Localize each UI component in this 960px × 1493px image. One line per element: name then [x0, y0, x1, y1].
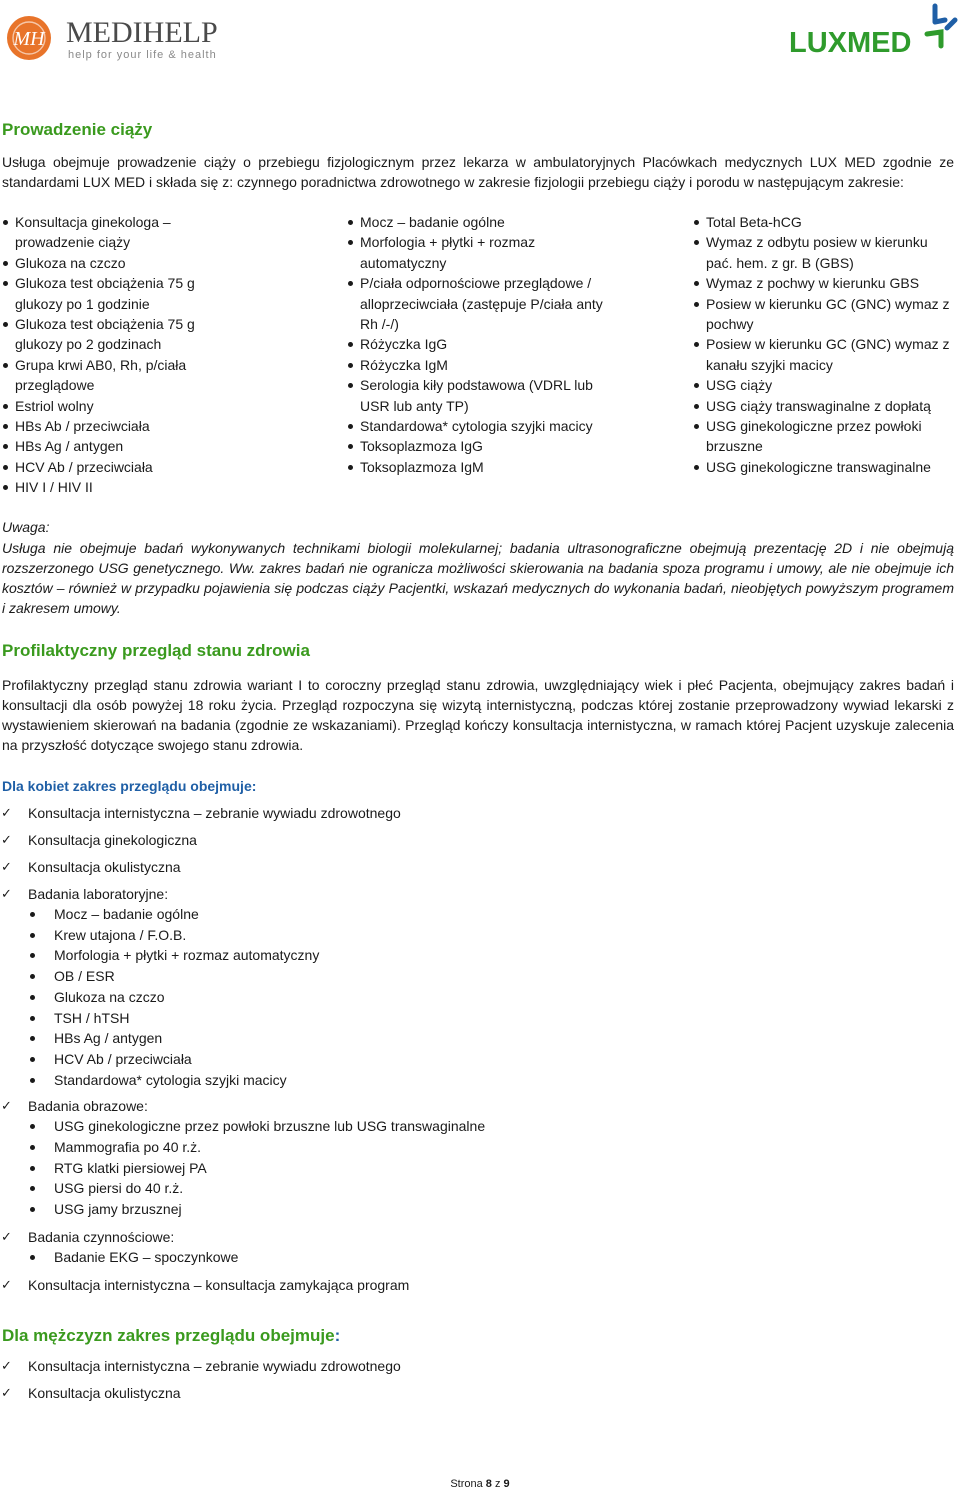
list-item: RTG klatki piersiowej PA [0, 1158, 700, 1179]
pregnancy-list-col3 [693, 212, 955, 477]
list-item: Morfologia + płytki + rozmaz automatyczny [0, 945, 700, 966]
list-item: HBs Ag / antygen [2, 436, 212, 456]
list-item: Konsultacja ginekologa – prowadzenie ciąży [2, 212, 212, 253]
list-item: Grupa krwi AB0, Rh, p/ciała przeglądowe [2, 355, 212, 396]
section-title-checkup: Profilaktyczny przegląd stanu zdrowia [2, 641, 310, 660]
list-item: Posiew w kierunku GC (GNC) wymaz z pochwy [693, 294, 955, 335]
list-item: Toksoplazmoza IgM [347, 457, 617, 477]
list-item: Standardowa* cytologia szyjki macicy [347, 416, 617, 436]
list-item: Badanie EKG – spoczynkowe [0, 1247, 700, 1268]
men-checklist [0, 1356, 700, 1403]
page-word: Strona [450, 1478, 483, 1490]
list-item: HCV Ab / przeciwciała [0, 1049, 700, 1070]
list-item: Toksoplazmoza IgG [347, 436, 617, 456]
check-icon: ✓ [1, 1385, 12, 1400]
men-scope-title: Dla mężczyzn zakres przeglądu obejmuje: [2, 1326, 341, 1345]
medihelp-tagline: help for your life & health [68, 49, 217, 61]
check-item: ✓ Konsultacja ginekologiczna [1, 832, 197, 848]
list-item: TSH / hTSH [0, 1008, 700, 1029]
luxmed-mark-icon [935, 6, 955, 28]
pregnancy-list-col2 [347, 212, 617, 477]
list-item: Glukoza na czczo [0, 987, 700, 1008]
check-item: ✓ Konsultacja okulistyczna [1, 859, 181, 875]
list-item: Mammografia po 40 r.ż. [0, 1137, 700, 1158]
check-icon: ✓ [1, 859, 12, 874]
note-text: Usługa nie obejmuje badań wykonywanych technikami biologii molekularnej; badania ultrasonograficzne obejmują prezentację 2D i nie obejmują rozszerzonego USG genetycznego. Ww. zakres badań nie ogranicza możliwości skierowania na badania spoza programu i umowy, ale nie obejmuje ich kosztów – również w przypadku pojawienia się podczas ciąży Pacjentki, wskazań medycznych do wykonania badań, nieobjętych powyższym programem i zakresem umowy. [2, 540, 954, 616]
medihelp-monogram: MH [13, 28, 45, 50]
note-label: Uwaga: [2, 519, 50, 535]
check-item: ✓ Konsultacja internistyczna – konsultacja zamykająca program [1, 1276, 410, 1293]
check-item: ✓ Badania laboratoryjne: [1, 886, 169, 902]
page-separator: z [494, 1478, 501, 1490]
list-item: Krew utajona / F.O.B. [0, 925, 700, 946]
list-item: Serologia kiły podstawowa (VDRL lub USR lub anty TP) [347, 375, 617, 416]
pregnancy-intro: Usługa obejmuje prowadzenie ciąży o przebiegu fizjologicznym przez lekarza w ambulatoryjnych Placówkach medycznych LUX MED zgodnie ze standardami LUX MED i składa się z: czynnego poradnictwa zdrowotnego w zakresie fizjologii przebiegu ciąży i porodu w następującym zakresie: [2, 154, 954, 190]
check-icon: ✓ [1, 1228, 12, 1244]
check-item: ✓ Konsultacja internistyczna – zebranie wywiadu zdrowotnego [1, 805, 401, 821]
luxmed-logo [785, 0, 960, 60]
imaging-tests-list [0, 1116, 700, 1220]
list-item: OB / ESR [0, 966, 700, 987]
page-header [0, 0, 960, 70]
list-item: USG piersi do 40 r.ż. [0, 1178, 700, 1199]
check-icon: ✓ [1, 805, 12, 820]
check-item: ✓ Konsultacja internistyczna – zebranie wywiadu zdrowotnego [1, 1358, 401, 1374]
medihelp-logo [4, 14, 244, 66]
list-item: USG ciąży transwaginalne z dopłatą [693, 396, 955, 416]
list-item: HCV Ab / przeciwciała [2, 457, 212, 477]
page-total: 9 [503, 1478, 510, 1490]
list-item: Estriol wolny [2, 396, 212, 416]
list-item: Glukoza na czczo [2, 253, 212, 273]
check-icon: ✓ [1, 832, 12, 847]
page-footer [0, 1478, 960, 1490]
luxmed-name: LUXMED [789, 27, 912, 59]
medihelp-name: MEDIHELP [66, 16, 218, 49]
check-icon: ✓ [1, 1358, 12, 1373]
list-item: Wymaz z odbytu posiew w kierunku pać. hem. z gr. B (GBS) [693, 232, 955, 273]
list-item: Różyczka IgG [347, 334, 617, 354]
section-title-pregnancy: Prowadzenie ciąży [2, 120, 153, 139]
list-item: Glukoza test obciążenia 75 g glukozy po 2 godzinach [2, 314, 212, 355]
check-item: ✓ Badania obrazowe: [1, 1098, 148, 1115]
list-item: USG ciąży [693, 375, 955, 395]
women-scope-title: Dla kobiet zakres przeglądu obejmuje: [2, 778, 257, 794]
list-item: USG jamy brzusznej [0, 1199, 700, 1220]
list-item: Standardowa* cytologia szyjki macicy [0, 1070, 700, 1091]
women-checklist [0, 803, 700, 1295]
check-item: ✓ Badania czynnościowe: [1, 1228, 175, 1245]
list-item: Mocz – badanie ogólne [0, 904, 700, 925]
list-item: Mocz – badanie ogólne [347, 212, 617, 232]
list-item: HIV I / HIV II [2, 477, 212, 497]
list-item: Wymaz z pochwy w kierunku GBS [693, 273, 955, 293]
checkup-intro: Profilaktyczny przegląd stanu zdrowia wariant I to coroczny przegląd stanu zdrowia, uwzględniający wiek i płeć Pacjenta, obejmujący zakres badań i konsultacji dla osób powyżej 18 roku życia. Przegląd rozpoczyna się wizytą internistyczną, podczas której zostanie przeprowadzony wywiad lekarski z wystawieniem skierowań na badania (zgodnie ze wskazaniami). Przegląd kończy konsultacja internistyczna, w ramach której Pacjent uzyskuje zalecenia na przyszłość dotyczące swojego stanu zdrowia. [2, 677, 954, 753]
list-item: Total Beta-hCG [693, 212, 955, 232]
list-item: P/ciała odpornościowe przeglądowe / alloprzeciwciała (zastępuje P/ciała anty Rh /-/) [347, 273, 617, 334]
list-item: Morfologia + płytki + rozmaz automatyczny [347, 232, 617, 273]
list-item: HBs Ab / przeciwciała [2, 416, 212, 436]
list-item: USG ginekologiczne przez powłoki brzuszne [693, 416, 955, 457]
lab-tests-list [0, 904, 700, 1090]
list-item: Różyczka IgM [347, 355, 617, 375]
pregnancy-list-col1 [2, 212, 212, 498]
check-item: ✓ Konsultacja okulistyczna [1, 1385, 181, 1401]
page-current: 8 [485, 1478, 492, 1490]
list-item: Posiew w kierunku GC (GNC) wymaz z kanału szyjki macicy [693, 334, 955, 375]
check-icon: ✓ [1, 886, 12, 901]
check-icon: ✓ [1, 1276, 12, 1292]
list-item: USG ginekologiczne transwaginalne [693, 457, 955, 477]
functional-tests-list [0, 1247, 700, 1268]
check-icon: ✓ [1, 1098, 12, 1114]
list-item: HBs Ag / antygen [0, 1028, 700, 1049]
list-item: Glukoza test obciążenia 75 g glukozy po 1 godzinie [2, 273, 212, 314]
list-item: USG ginekologiczne przez powłoki brzuszne lub USG transwaginalne [0, 1116, 700, 1137]
